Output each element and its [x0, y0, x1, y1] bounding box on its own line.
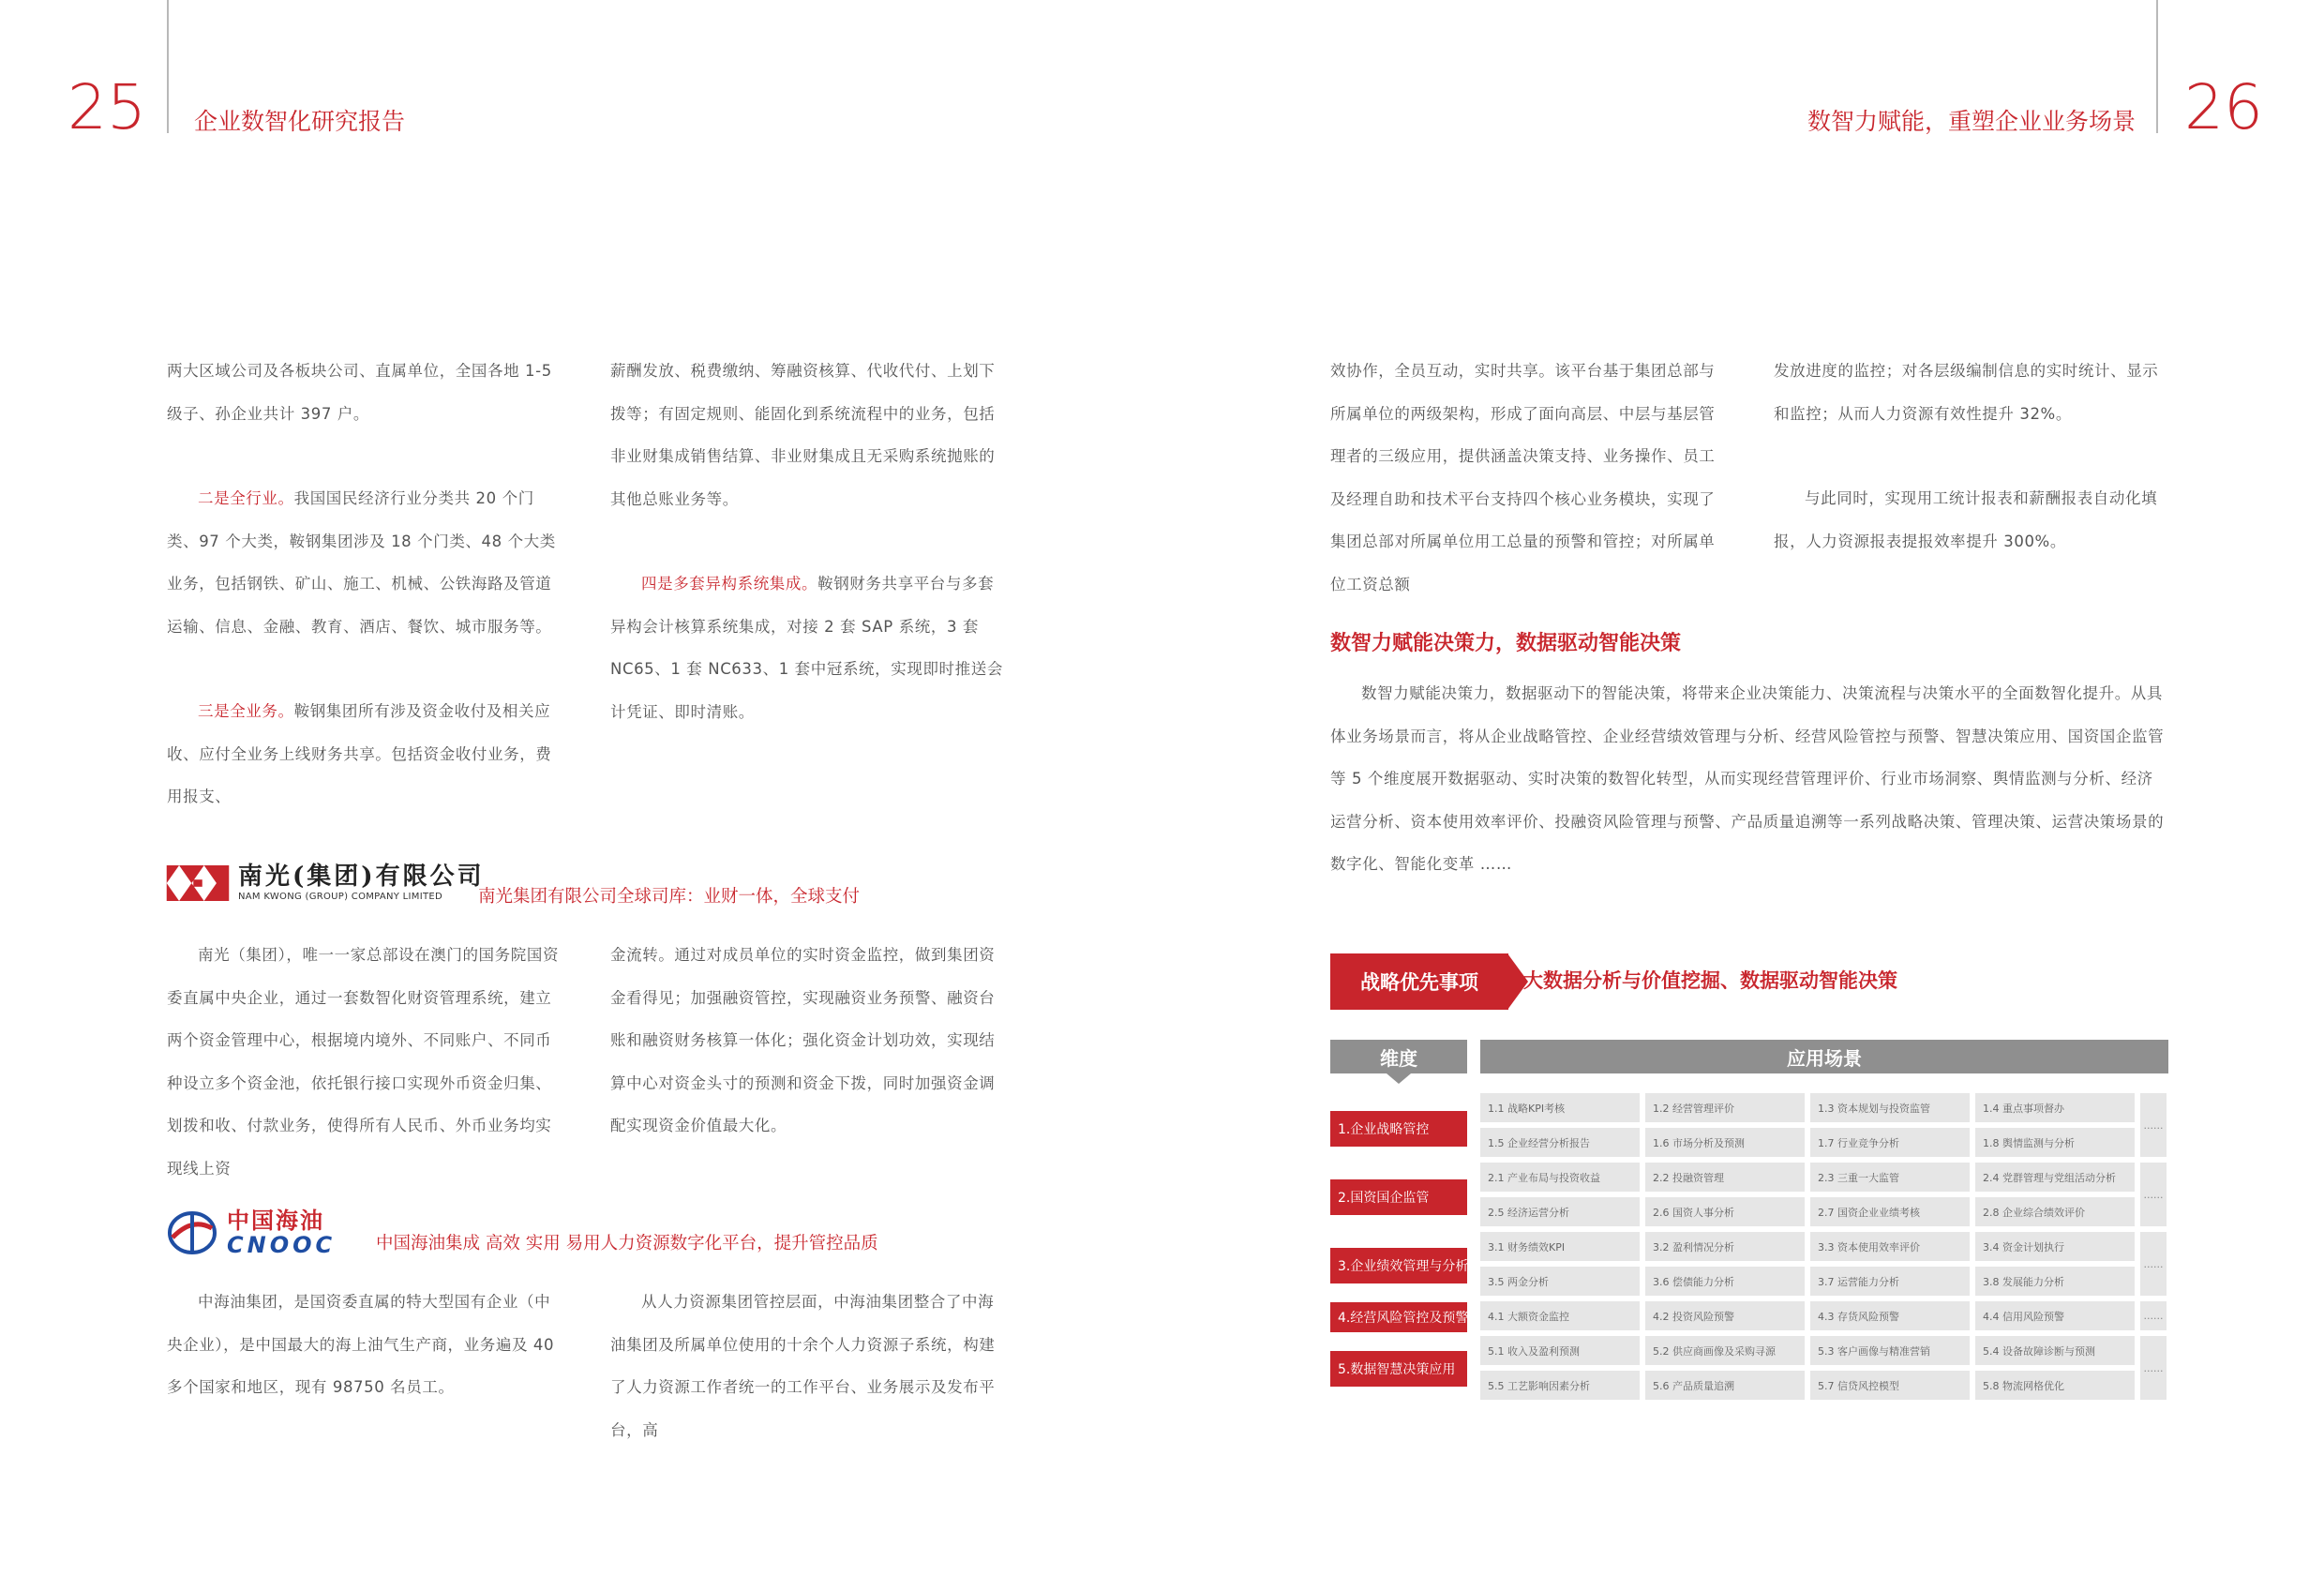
scenario-cell: 2.4 党群管理与党组活动分析	[1975, 1163, 2135, 1192]
dimension-item: 2.国资国企监管	[1330, 1179, 1467, 1215]
strategy-tag-label: 战略优先事项	[1360, 971, 1478, 994]
application-header: 应用场景	[1480, 1040, 2168, 1073]
nam-kwong-case-title: 南光集团有限公司全球司库：业财一体，全球支付	[478, 887, 861, 907]
scenario-cell: 3.7 运营能力分析	[1810, 1267, 1970, 1296]
nam-kwong-logo	[165, 864, 485, 902]
cnooc-emblem-icon	[165, 1209, 219, 1256]
scenario-more: ......	[2140, 1163, 2167, 1226]
header-title-right: 数智力赋能，重塑企业业务场景	[1807, 108, 2136, 135]
page-number-left: 25	[67, 71, 146, 143]
scenario-cell: 1.7 行业竞争分析	[1810, 1128, 1970, 1157]
section-body: 数智力赋能决策力，数据驱动下的智能决策，将带来企业决策能力、决策流程与决策水平的全面数智化提升。从具体业务场景而言，将从企业战略管控、企业经营绩效管理与分析、经营风险管控与预警、智慧决策应用、国资国企监管等 5 个维度展开数据驱动、实时决策的数智化转型，从而实现经营管理评价、行业市场洞察、舆情监测与分析、经济运营分析、资本使用效率评价、投融资风险管理与预警、产品质量追溯等一系列战略决策、管理决策、运营决策场景的数字化、智能化变革 ……	[1330, 684, 2165, 873]
highlight-all-industry: 二是全行业。	[198, 489, 294, 507]
scenario-cell: 2.3 三重一大监管	[1810, 1163, 1970, 1192]
scenario-cell: 1.6 市场分析及预测	[1645, 1128, 1805, 1157]
cnooc-logo	[165, 1209, 336, 1256]
dimension-item: 3.企业绩效管理与分析	[1330, 1248, 1467, 1283]
nam-kwong-mark-icon	[165, 865, 231, 901]
paragraph: 两大区域公司及各板块公司、直属单位，全国各地 1-5 级子、孙企业共计 397 户。	[167, 362, 552, 423]
paragraph: 三是全业务。鞍钢集团所有涉及资金收付及相关应收、应付全业务上线财务共享。包括资金收付业务，费用报支、	[167, 702, 552, 805]
scenario-cell: 1.5 企业经营分析报告	[1480, 1128, 1640, 1157]
page-number-right: 26	[2184, 71, 2263, 143]
left-header-divider	[167, 0, 169, 133]
cnooc-column-1: 中海油集团，是国资委直属的特大型国有企业（中央企业），是中国最大的海上油气生产商，业务遍及 40 多个国家和地区，现有 98750 名员工。	[167, 1293, 555, 1396]
scenario-more: ......	[2140, 1336, 2167, 1400]
nam-kwong-column-2: 金流转。通过对成员单位的实时资金监控，做到集团资金看得见；加强融资管控，实现融资业务预警、融资台账和融资财务核算一体化；强化资金计划功效，实现结算中心对资金头寸的预测和资金下拨，同时加强资金调配实现资金价值最大化。	[610, 946, 996, 1134]
scenario-cell: 3.1 财务绩效KPI	[1480, 1232, 1640, 1261]
scenario-cell: 2.1 产业布局与投资收益	[1480, 1163, 1640, 1192]
scenario-cell: 3.5 两金分析	[1480, 1267, 1640, 1296]
right-header-divider	[2156, 0, 2158, 133]
dimension-item: 5.数据智慧决策应用	[1330, 1351, 1467, 1387]
scenario-cell: 4.3 存货风险预警	[1810, 1301, 1970, 1330]
scenario-cell: 3.6 偿债能力分析	[1645, 1267, 1805, 1296]
scenario-cell: 3.3 资本使用效率评价	[1810, 1232, 1970, 1261]
paragraph: 发放进度的监控；对各层级编制信息的实时统计、显示和监控；从而人力资源有效性提升 32%。	[1774, 362, 2159, 423]
right-column-1: 效协作，全员互动，实时共享。该平台基于集团总部与所属单位的两级架构，形成了面向高层、中层与基层管理者的三级应用，提供涵盖决策支持、业务操作、员工及经理自助和技术平台支持四个核心业务模块，实现了集团总部对所属单位用工总量的预警和管控；对所属单位工资总额	[1330, 362, 1716, 593]
scenario-cell: 5.6 产品质量追溯	[1645, 1371, 1805, 1400]
scenario-cell: 3.8 发展能力分析	[1975, 1267, 2135, 1296]
highlight-heterogeneous-systems: 四是多套异构系统集成。	[641, 575, 818, 593]
scenario-more: ......	[2140, 1301, 2167, 1330]
scenario-cell: 4.1 大额资金监控	[1480, 1301, 1640, 1330]
scenario-cell: 1.1 战略KPI考核	[1480, 1093, 1640, 1122]
cnooc-logo-en: CNOOC	[227, 1232, 337, 1258]
scenario-cell: 4.2 投资风险预警	[1645, 1301, 1805, 1330]
scenario-cell: 2.5 经济运营分析	[1480, 1197, 1640, 1226]
scenario-cell: 3.2 盈利情况分析	[1645, 1232, 1805, 1261]
scenario-cell: 4.4 信用风险预警	[1975, 1301, 2135, 1330]
nam-kwong-column-1: 南光（集团），唯一一家总部设在澳门的国务院国资委直属中央企业，通过一套数智化财资管理系统，建立两个资金管理中心，根据境内境外、不同账户、不同币种设立多个资金池，依托银行接口实现外币资金归集、划拨和收、付款业务，使得所有人民币、外币业务均实现线上资	[167, 946, 560, 1178]
paragraph: 四是多套异构系统集成。鞍钢财务共享平台与多套异构会计核算系统集成，对接 2 套 SAP 系统，3 套 NC65、1 套 NC633、1 套中冠系统，实现即时推送会计凭证、即时清账。	[610, 575, 1003, 721]
nam-kwong-logo-cn: 南光(集团)有限公司	[238, 863, 485, 891]
cnooc-logo-cn: 中国海油	[227, 1208, 324, 1234]
scenario-more: ......	[2140, 1093, 2167, 1157]
scenario-cell: 5.3 客户画像与精准营销	[1810, 1336, 1970, 1365]
dimension-header-arrow-icon	[1330, 1073, 1467, 1085]
scenario-more: ......	[2140, 1232, 2167, 1296]
left-column-1	[167, 350, 561, 818]
scenario-cell: 1.8 舆情监测与分析	[1975, 1128, 2135, 1157]
scenario-cell: 5.7 信贷风控模型	[1810, 1371, 1970, 1400]
section-title: 数智力赋能决策力，数据驱动智能决策	[1330, 632, 1682, 655]
scenario-cell: 5.2 供应商画像及采购寻源	[1645, 1336, 1805, 1365]
paragraph: 与此同时，实现用工统计报表和薪酬报表自动化填报，人力资源报表提报效率提升 300%。	[1774, 489, 2158, 550]
scenario-cell: 2.8 企业综合绩效评价	[1975, 1197, 2135, 1226]
scenario-cell: 5.1 收入及盈利预测	[1480, 1336, 1640, 1365]
right-column-2	[1774, 350, 2167, 563]
scenario-cell: 1.4 重点事项督办	[1975, 1093, 2135, 1122]
scenario-cell: 1.2 经营管理评价	[1645, 1093, 1805, 1122]
strategy-tag-title: 大数据分析与价值挖掘、数据驱动智能决策	[1523, 969, 1897, 992]
highlight-all-business: 三是全业务。	[198, 702, 294, 720]
scenario-cell: 1.3 资本规划与投资监管	[1810, 1093, 1970, 1122]
scenario-cell: 2.2 投融资管理	[1645, 1163, 1805, 1192]
left-column-2	[610, 350, 1004, 733]
dimension-item: 1.企业战略管控	[1330, 1111, 1467, 1147]
dimension-header: 维度	[1330, 1040, 1467, 1073]
scenario-cell: 3.4 资金计划执行	[1975, 1232, 2135, 1261]
scenario-cell: 2.7 国资企业业绩考核	[1810, 1197, 1970, 1226]
scenario-cell: 5.5 工艺影响因素分析	[1480, 1371, 1640, 1400]
dimension-item: 4.经营风险管控及预警	[1330, 1302, 1467, 1332]
header-title-left: 企业数智化研究报告	[194, 108, 406, 135]
nam-kwong-logo-en: NAM KWONG (GROUP) COMPANY LIMITED	[238, 892, 443, 902]
paragraph: 薪酬发放、税费缴纳、筹融资核算、代收代付、上划下拨等；有固定规则、能固化到系统流程中的业务，包括非业财集成销售结算、非业财集成且无采购系统抛账的其他总账业务等。	[610, 362, 996, 508]
paragraph: 二是全行业。我国国民经济行业分类共 20 个门类、97 个大类，鞍钢集团涉及 18 个门类、48 个大类业务，包括钢铁、矿山、施工、机械、公铁海路及管道运输、信息、金融、教育、酒店、餐饮、城市服务等。	[167, 489, 556, 636]
scenario-cell: 5.8 物流网格优化	[1975, 1371, 2135, 1400]
cnooc-case-title: 中国海油集成 高效 实用 易用人力资源数字化平台，提升管控品质	[376, 1234, 878, 1253]
scenario-cell: 2.6 国资人事分析	[1645, 1197, 1805, 1226]
scenario-cell: 5.4 设备故障诊断与预测	[1975, 1336, 2135, 1365]
cnooc-column-2: 从人力资源集团管控层面，中海油集团整合了中海油集团及所属单位使用的十余个人力资源子系统，构建了人力资源工作者统一的工作平台、业务展示及发布平台，高	[610, 1293, 996, 1439]
